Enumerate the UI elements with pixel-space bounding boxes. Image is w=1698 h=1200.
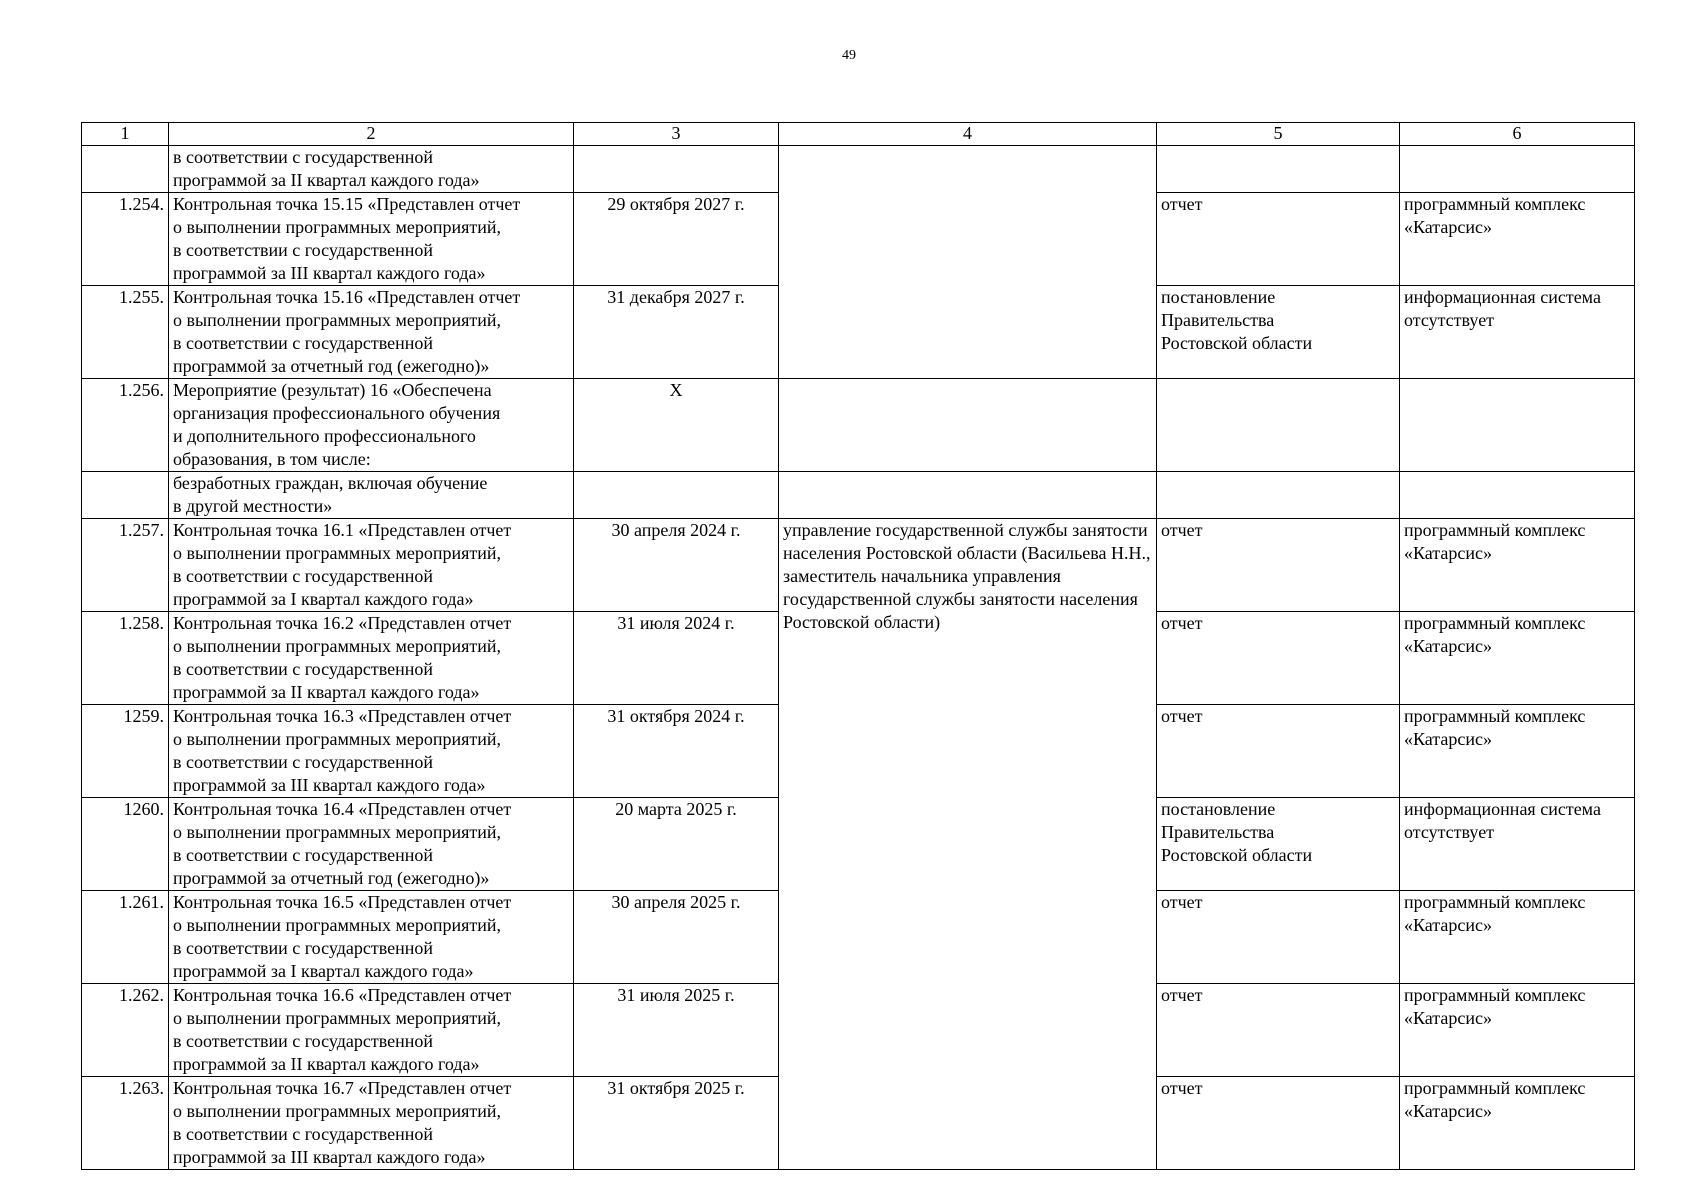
col-header-2: 2 xyxy=(169,123,574,146)
row-system xyxy=(1400,472,1635,519)
row-document xyxy=(1157,379,1400,472)
col-header-6: 6 xyxy=(1400,123,1635,146)
row-text: Контрольная точка 16.7 «Представлен отчет о выполнении программных мероприятий, в соответствии с государственной программой за III квартал каждого года» xyxy=(169,1077,574,1170)
row-text: Контрольная точка 16.5 «Представлен отчет о выполнении программных мероприятий, в соответствии с государственной программой за I квартал каждого года» xyxy=(169,891,574,984)
row-document: постановление Правительства Ростовской области xyxy=(1157,286,1400,379)
row-date: 31 декабря 2027 г. xyxy=(574,286,779,379)
row-text: Мероприятие (результат) 16 «Обеспечена организация профессионального обучения и дополнительного профессионального образования, в том числе: xyxy=(169,379,574,472)
row-document: отчет xyxy=(1157,193,1400,286)
col-header-3: 3 xyxy=(574,123,779,146)
row-document: отчет xyxy=(1157,1077,1400,1170)
row-system: программный комплекс «Катарсис» xyxy=(1400,519,1635,612)
row-text: Контрольная точка 16.3 «Представлен отчет о выполнении программных мероприятий, в соответствии с государственной программой за III квартал каждого года» xyxy=(169,705,574,798)
row-text: безработных граждан, включая обучение в другой местности» xyxy=(169,472,574,519)
table-row xyxy=(82,519,1635,612)
row-date: 20 марта 2025 г. xyxy=(574,798,779,891)
row-responsible xyxy=(779,379,1157,472)
row-number: 1.256. xyxy=(82,379,169,472)
row-text: Контрольная точка 16.4 «Представлен отчет о выполнении программных мероприятий, в соответствии с государственной программой за отчетный год (ежегодно)» xyxy=(169,798,574,891)
row-number xyxy=(82,146,169,193)
col-header-4: 4 xyxy=(779,123,1157,146)
row-number: 1260. xyxy=(82,798,169,891)
row-text: Контрольная точка 15.16 «Представлен отчет о выполнении программных мероприятий, в соответствии с государственной программой за отчетный год (ежегодно)» xyxy=(169,286,574,379)
row-number: 1.254. xyxy=(82,193,169,286)
row-date: 31 октября 2024 г. xyxy=(574,705,779,798)
row-text: Контрольная точка 15.15 «Представлен отчет о выполнении программных мероприятий, в соответствии с государственной программой за III квартал каждого года» xyxy=(169,193,574,286)
row-number: 1.261. xyxy=(82,891,169,984)
row-document xyxy=(1157,472,1400,519)
table-row xyxy=(82,472,1635,519)
row-system: информационная система отсутствует xyxy=(1400,286,1635,379)
row-date: Х xyxy=(574,379,779,472)
row-document: отчет xyxy=(1157,519,1400,612)
row-date: 31 июля 2025 г. xyxy=(574,984,779,1077)
row-date: 30 апреля 2025 г. xyxy=(574,891,779,984)
row-date: 30 апреля 2024 г. xyxy=(574,519,779,612)
row-text: Контрольная точка 16.1 «Представлен отчет о выполнении программных мероприятий, в соответствии с государственной программой за I квартал каждого года» xyxy=(169,519,574,612)
plan-table xyxy=(81,122,1635,1170)
row-responsible xyxy=(779,472,1157,519)
row-text: Контрольная точка 16.6 «Представлен отчет о выполнении программных мероприятий, в соответствии с государственной программой за II квартал каждого года» xyxy=(169,984,574,1077)
row-system: программный комплекс «Катарсис» xyxy=(1400,193,1635,286)
row-text: Контрольная точка 16.2 «Представлен отчет о выполнении программных мероприятий, в соответствии с государственной программой за II квартал каждого года» xyxy=(169,612,574,705)
row-number: 1.255. xyxy=(82,286,169,379)
row-number: 1259. xyxy=(82,705,169,798)
row-system: программный комплекс «Катарсис» xyxy=(1400,705,1635,798)
row-document: отчет xyxy=(1157,891,1400,984)
row-system xyxy=(1400,379,1635,472)
row-system xyxy=(1400,146,1635,193)
page-number: 49 xyxy=(842,48,856,63)
responsible-cell: управление государственной службы занятости населения Ростовской области (Васильева Н.Н., заместитель начальника управления государственной службы занятости населения Ростовской области) xyxy=(779,519,1157,1170)
row-document: отчет xyxy=(1157,705,1400,798)
row-date: 31 октября 2025 г. xyxy=(574,1077,779,1170)
header-row xyxy=(82,123,1635,146)
row-number: 1.263. xyxy=(82,1077,169,1170)
row-document: отчет xyxy=(1157,984,1400,1077)
row-date xyxy=(574,146,779,193)
row-document: отчет xyxy=(1157,612,1400,705)
row-system: программный комплекс «Катарсис» xyxy=(1400,891,1635,984)
col-header-5: 5 xyxy=(1157,123,1400,146)
row-number: 1.257. xyxy=(82,519,169,612)
row-document xyxy=(1157,146,1400,193)
table-row xyxy=(82,146,1635,193)
responsible-cell-top xyxy=(779,146,1157,379)
row-number xyxy=(82,472,169,519)
row-system: программный комплекс «Катарсис» xyxy=(1400,984,1635,1077)
table-row xyxy=(82,379,1635,472)
row-system: информационная система отсутствует xyxy=(1400,798,1635,891)
col-header-1: 1 xyxy=(82,123,169,146)
row-date xyxy=(574,472,779,519)
row-document: постановление Правительства Ростовской области xyxy=(1157,798,1400,891)
row-system: программный комплекс «Катарсис» xyxy=(1400,612,1635,705)
row-system: программный комплекс «Катарсис» xyxy=(1400,1077,1635,1170)
row-date: 29 октября 2027 г. xyxy=(574,193,779,286)
row-number: 1.258. xyxy=(82,612,169,705)
row-date: 31 июля 2024 г. xyxy=(574,612,779,705)
row-text: в соответствии с государственной программой за II квартал каждого года» xyxy=(169,146,574,193)
row-number: 1.262. xyxy=(82,984,169,1077)
